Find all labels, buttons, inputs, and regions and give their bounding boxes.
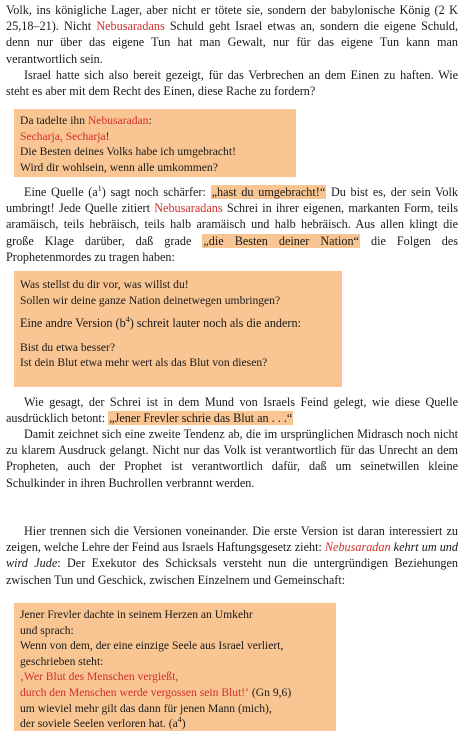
quote-line: um wieviel mehr gilt das dann für jenen Mann (mich), bbox=[20, 701, 272, 715]
quote-line: geschrieben steht: bbox=[20, 654, 104, 668]
highlight-besten-deiner-nation: „die Besten deiner Nation“ bbox=[203, 233, 359, 248]
name-nebusaradans: Nebusaradans bbox=[154, 201, 223, 216]
quote-box-1 bbox=[14, 109, 296, 177]
quote-line: Jener Frevler dachte in seinem Herzen an Umkehr bbox=[20, 608, 253, 621]
quote-box-2 bbox=[14, 271, 342, 387]
paragraph-6: Hier trennen sich die Versionen voneinander. Die erste Version ist daran interessiert zu zeigen, welche Lehre der Feind aus Israels Haftungsgesetz zieht: Nebusaradan kehrt um und wird Jude: Der Exekutor des Schicksals versteht nun die untergründigen Beziehungen zwischen Tun und Geschick, zwischen Einzelnem und Gemeinschaft: bbox=[6, 524, 459, 587]
paragraph-2: Israel hatte sich also bereit gezeigt, für das Verbrechen an dem Einen zu haften. Wie steht es aber mit dem Recht des Einen, diese Rache zu fordern? bbox=[6, 68, 458, 99]
quote-line: der soviele Seelen verloren hat. $(a^4)$ bbox=[20, 715, 186, 731]
quote-line: Sollen wir deine ganze Nation deinetwegen umbringen? bbox=[20, 293, 281, 307]
quote-line: Ist dein Blut etwa mehr wert als das Blut von diesen? bbox=[20, 356, 268, 370]
name-nebusaradan: Nebusaradan bbox=[324, 540, 391, 555]
highlight-jener-frevler: „Jener Frevler schrie das Blut an . . .“ bbox=[109, 411, 293, 426]
name-nebusaradan: Nebusaradans bbox=[96, 19, 165, 34]
paragraph-5: Damit zeichnet sich eine zweite Tendenz ab, die im ursprünglichen Midrasch noch nicht zu klarem Ausdruck gelangt. Nicht nur das Volk ist verantwortlich für das Unrecht an dem Propheten, auch der Prophet ist verantwortlich dafür, daß um seinetwillen kleine Schulkinder in ihren Buchrollen verbrannt werden. bbox=[6, 427, 458, 490]
quote-line: Was stellst du dir vor, was willst du! bbox=[20, 278, 189, 291]
quote-line: Da tadelte ihn Nebusaradan: bbox=[20, 114, 152, 127]
quote-line: Bist du etwa besser? bbox=[20, 340, 115, 354]
paragraph-1 bbox=[6, 2, 458, 67]
paragraph-4: Wie gesagt, der Schrei ist in dem Mund von Israels Feind gelegt, wie diese Quelle ausdrücklich betont: „Jener Frevler schrie das Blut an . . .“ bbox=[6, 395, 458, 426]
quote-line-red: ‚Wer Blut des Menschen vergießt, bbox=[20, 670, 179, 684]
version-note: Eine andre Version $(b^4)$ schreit lauter noch als die andern: bbox=[20, 315, 301, 331]
text: Schuld geht Israel etwas an, sondern die eigene Schuld, denn nur über das eigene Tun hat man Gewalt, nur für das eigene Tun kann man verantwortlich sein. bbox=[6, 19, 458, 66]
text: Volk, ins königliche Lager, aber nicht er tötete sie, sondern der babylonische König (2 K 25,18–21). Nicht bbox=[6, 3, 458, 34]
quote-line: Wird dir wohlsein, wenn alle umkommen? bbox=[20, 160, 218, 174]
quote-line: durch den Menschen werde vergossen sein Blut!‘ (Gn 9,6) bbox=[20, 685, 292, 699]
quote-line: Wenn von dem, der eine einzige Seele aus Israel verliert, bbox=[20, 639, 284, 653]
paragraph-3: Eine Quelle $(a^1)$ sagt noch schärfer: „hast du umgebracht!“ Du bist es, der sein Volk umbringt! Jede Quelle zitiert Nebusaradans Schrei in ihrer eigenen, markanten Form, teils aramäisch, teils hebräisch, teils halb aramäisch und halb hebräisch. Aus allen klingt die große Klage darüber, daß grade „die Besten deiner Nation“ die Folgen des Prophetenmordes zu tragen haben: bbox=[6, 183, 459, 264]
quote-line: Secharja, Secharja! bbox=[20, 129, 110, 143]
quote-line: Die Besten deines Volks habe ich umgebracht! bbox=[20, 145, 236, 159]
highlight-hast-du-umgebracht: „hast du umgebracht!“ bbox=[211, 185, 326, 199]
quote-line: und sprach: bbox=[20, 623, 74, 637]
quote-box-3 bbox=[14, 603, 336, 731]
